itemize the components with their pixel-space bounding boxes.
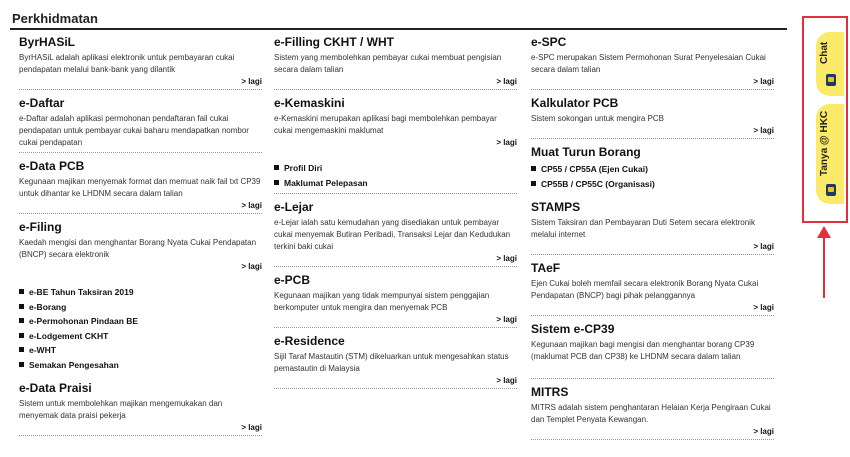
chat-icon: [826, 74, 836, 86]
service-title[interactable]: e-Residence: [274, 334, 345, 348]
page-title: Perkhidmatan: [12, 11, 98, 26]
service-title[interactable]: MITRS: [531, 385, 569, 399]
service-edatapraisi: [19, 381, 262, 436]
efiling-item-epermohonan[interactable]: e-Permohonan Pindaan BE: [19, 314, 262, 329]
service-title[interactable]: ByrHASiL: [19, 35, 76, 49]
more-link[interactable]: > lagi: [753, 126, 774, 135]
ekemaskini-sublist: [274, 161, 517, 190]
more-link[interactable]: > lagi: [496, 138, 517, 147]
service-title[interactable]: TAeF: [531, 261, 561, 275]
service-title[interactable]: e-Filling CKHT / WHT: [274, 35, 394, 49]
service-title[interactable]: Sistem e-CP39: [531, 322, 615, 336]
service-ekemaskini: [274, 96, 517, 194]
service-espc: [531, 35, 774, 90]
more-link[interactable]: > lagi: [241, 423, 262, 432]
services-column-3: [531, 35, 774, 446]
more-link[interactable]: > lagi: [496, 376, 517, 385]
service-description: ByrHASiL adalah aplikasi elektronik untuk pembayaran cukai pendapatan melalui bank-bank yang dilantik: [19, 53, 235, 74]
tanya-hkc-label: Tanya @ HKC: [819, 110, 830, 176]
efiling-item-semakan[interactable]: Semakan Pengesahan: [19, 358, 262, 373]
service-title[interactable]: Muat Turun Borang: [531, 145, 641, 159]
service-description: e-SPC merupakan Sistem Permohonan Surat Penyelesaian Cukai secara dalam talian: [531, 53, 766, 74]
service-description: Kegunaan majikan yang tidak mempunyai sistem penggajian berkomputer untuk mengira dan menyemak PCB: [274, 291, 490, 312]
service-description: Sistem Taksiran dan Pembayaran Duti Setem secara elektronik melalui internet: [531, 218, 755, 239]
efiling-item-eborang[interactable]: e-Borang: [19, 300, 262, 315]
services-column-1: [19, 35, 262, 442]
service-title[interactable]: e-Lejar: [274, 200, 314, 214]
more-link[interactable]: > lagi: [241, 77, 262, 86]
ekemaskini-item-profil[interactable]: Profil Diri: [274, 161, 517, 176]
service-byrhasil: [19, 35, 262, 90]
service-ecp39: [531, 322, 774, 379]
service-title[interactable]: e-Filing: [19, 220, 62, 234]
chat-label: Chat: [819, 41, 830, 65]
service-taef: [531, 261, 774, 316]
service-description: Ejen Cukai boleh memfail secara elektronik Borang Nyata Cukai Pendapatan (BNCP) bagi pihak pelanggannya: [531, 279, 759, 300]
service-epcb: [274, 273, 517, 328]
service-description: Kaedah mengisi dan menghantar Borang Nyata Cukai Pendapatan (BNCP) secara elektronik: [19, 238, 257, 259]
service-title[interactable]: e-Data PCB: [19, 159, 85, 173]
services-column-2: [274, 35, 517, 395]
borang-item-cp55b[interactable]: CP55B / CP55C (Organisasi): [531, 177, 774, 192]
service-description: e-Kemaskini merupakan aplikasi bagi membolehkan pembayar cukai mengemaskini maklumat: [274, 114, 497, 135]
service-stamps: [531, 200, 774, 255]
service-title[interactable]: e-PCB: [274, 273, 311, 287]
service-title[interactable]: Kalkulator PCB: [531, 96, 619, 110]
muat-turun-sublist: [531, 162, 774, 191]
service-edatapcb: [19, 159, 262, 214]
efiling-item-ewht[interactable]: e-WHT: [19, 343, 262, 358]
service-description: e-Daftar adalah aplikasi permohonan pendaftaran fail cukai pendapatan untuk pembayar cukai baharu mendapatkan nombor cukai pendapatan: [19, 114, 249, 147]
more-link[interactable]: > lagi: [241, 262, 262, 271]
efiling-item-ebe[interactable]: e-BE Tahun Taksiran 2019: [19, 285, 262, 300]
more-link[interactable]: > lagi: [496, 254, 517, 263]
service-kalkulator-pcb: [531, 96, 774, 139]
service-description: Sistem yang membolehkan pembayar cukai membuat pengisian secara dalam talian: [274, 53, 502, 74]
title-divider: [10, 28, 787, 30]
more-link[interactable]: > lagi: [753, 303, 774, 312]
chat-button[interactable]: [816, 32, 844, 96]
borang-item-cp55[interactable]: CP55 / CP55A (Ejen Cukai): [531, 162, 774, 177]
arrow-shaft: [823, 236, 825, 298]
service-description: Sijil Taraf Mastautin (STM) dikeluarkan untuk mengesahkan status pemastautin di Malaysia: [274, 352, 509, 373]
service-description: Sistem untuk membolehkan majikan mengemukakan dan menyemak data praisi pekerja: [19, 399, 223, 420]
service-description: Sistem sokongan untuk mengira PCB: [531, 114, 664, 123]
service-title[interactable]: e-Data Praisi: [19, 381, 92, 395]
service-elejar: [274, 200, 517, 267]
service-description: Kegunaan majikan menyemak format dan memuat naik fail txt CP39 untuk dihantar ke LHDNM secara dalam talian: [19, 177, 261, 198]
service-muat-turun-borang: [531, 145, 774, 194]
tanya-hkc-button[interactable]: [816, 104, 844, 204]
more-link[interactable]: > lagi: [753, 427, 774, 436]
service-efiling: [19, 220, 262, 375]
efiling-item-elodgement[interactable]: e-Lodgement CKHT: [19, 329, 262, 344]
service-description: e-Lejar ialah satu kemudahan yang disediakan untuk pembayar cukai menyemak Butiran Peribadi, Transaksi Lejar dan Kedudukan terkini baki cukai: [274, 218, 511, 251]
service-description: Kegunaan majikan bagi mengisi dan menghantar borang CP39 (maklumat PCB dan CP38) ke LHDNM secara dalam talian: [531, 340, 755, 361]
hkc-icon: [826, 184, 836, 196]
service-efilingckht: [274, 35, 517, 90]
more-link[interactable]: > lagi: [496, 77, 517, 86]
service-eresidence: [274, 334, 517, 389]
service-title[interactable]: e-Daftar: [19, 96, 65, 110]
efiling-sublist: [19, 285, 262, 372]
more-link[interactable]: > lagi: [753, 77, 774, 86]
service-title[interactable]: STAMPS: [531, 200, 581, 214]
more-link[interactable]: > lagi: [753, 242, 774, 251]
service-description: MITRS adalah sistem penghantaran Helaian Kerja Pengiraan Cukai dan Templet Penyata Kewangan.: [531, 403, 771, 424]
ekemaskini-item-pelepasan[interactable]: Maklumat Pelepasan: [274, 176, 517, 191]
more-link[interactable]: > lagi: [241, 201, 262, 210]
more-link[interactable]: > lagi: [496, 315, 517, 324]
service-title[interactable]: e-Kemaskini: [274, 96, 345, 110]
service-title[interactable]: e-SPC: [531, 35, 567, 49]
service-mitrs: [531, 385, 774, 440]
service-edaftar: [19, 96, 262, 153]
